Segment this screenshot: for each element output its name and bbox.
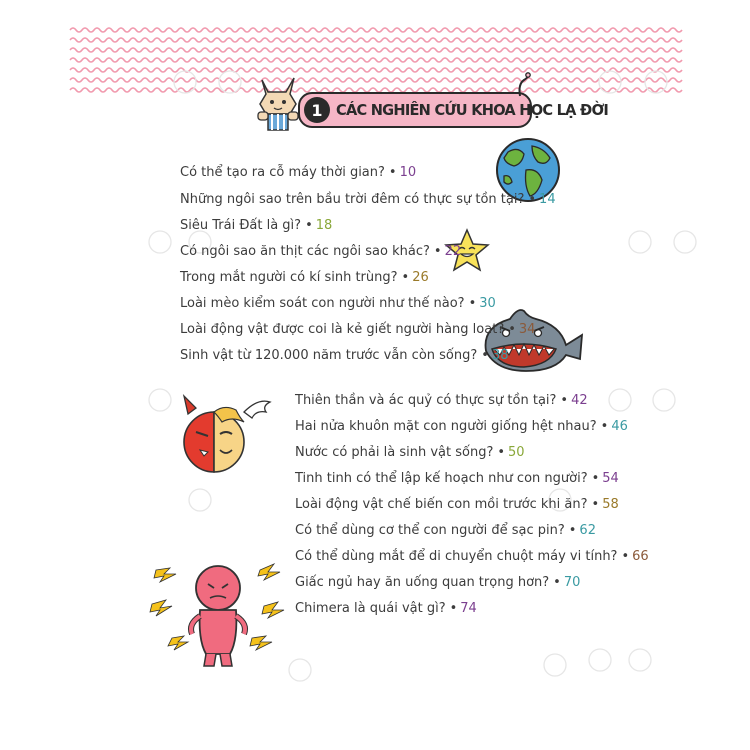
chapter-number-badge: 1	[304, 97, 330, 123]
toc-item	[180, 296, 496, 311]
toc-bullet: •	[305, 218, 313, 233]
toc-bullet: •	[497, 445, 506, 460]
toc-item-title: Thiên thần và ác quỷ có thực sự tồn tại?	[295, 393, 557, 408]
toc-item	[295, 575, 580, 590]
toc-item-title: Nước có phải là sinh vật sống?	[295, 445, 494, 460]
angel-devil-face-icon	[174, 392, 274, 476]
toc-page-number: 30	[479, 296, 496, 311]
chapter-banner	[298, 92, 609, 128]
toc-bullet: •	[508, 322, 516, 337]
toc-page-number: 74	[460, 601, 477, 616]
toc-page-number: 62	[579, 523, 596, 538]
toc-item-title: Có ngôi sao ăn thịt các ngôi sao khác?	[180, 244, 430, 259]
toc-item-title: Siêu Trái Đất là gì?	[180, 218, 302, 233]
toc-item	[295, 523, 596, 538]
toc-bullet: •	[433, 244, 442, 259]
toc-bullet: •	[553, 575, 561, 590]
ghost-face-icon	[645, 71, 667, 93]
wolf-mascot-icon	[252, 72, 304, 136]
pink-baby-icon	[148, 560, 288, 680]
toc-item-title: Loài động vật chế biến con mồi trước khi ăn?	[295, 497, 588, 512]
toc-item-title: Hai nửa khuôn mặt con người giống hệt nhau?	[295, 419, 597, 434]
ghost-face-icon	[544, 654, 566, 676]
toc-page-number: 70	[563, 575, 581, 590]
ghost-face-icon	[174, 71, 196, 93]
toc-bullet: •	[401, 270, 410, 285]
toc-bullet: •	[591, 471, 600, 486]
toc-bullet: •	[468, 296, 477, 311]
toc-page-number: 58	[602, 497, 619, 512]
ghost-face-icon	[629, 649, 651, 671]
toc-bullet: •	[591, 497, 600, 512]
toc-item	[295, 393, 588, 408]
toc-item	[180, 322, 535, 337]
toc-bullet: •	[481, 348, 489, 363]
ghost-face-icon	[653, 389, 675, 411]
toc-item-title: Chimera là quái vật gì?	[295, 601, 446, 616]
ghost-face-icon	[189, 489, 211, 511]
toc-item	[180, 270, 429, 285]
toc-item-title: Có thể dùng mắt để di chuyển chuột máy vi tính?	[295, 549, 618, 564]
toc-item	[295, 445, 525, 460]
toc-page-number: 42	[571, 393, 588, 408]
ghost-face-icon	[629, 231, 651, 253]
ghost-face-icon	[289, 659, 311, 681]
toc-item-title: Loài mèo kiểm soát con người như thế nào?	[180, 296, 465, 311]
toc-bullet: •	[528, 192, 537, 207]
ghost-face-icon	[589, 649, 611, 671]
toc-page-number: 38	[491, 348, 509, 363]
toc-bullet: •	[568, 523, 577, 538]
toc-item	[295, 497, 619, 512]
toc-item-title: Tinh tinh có thể lập kế hoạch như con người?	[295, 471, 588, 486]
toc-item	[180, 348, 508, 363]
toc-bullet: •	[388, 165, 397, 180]
toc-item	[295, 549, 649, 564]
toc-item	[295, 419, 628, 434]
toc-page-number: 50	[508, 445, 525, 460]
ghost-face-icon	[674, 231, 696, 253]
toc-item-title: Giấc ngủ hay ăn uống quan trọng hơn?	[295, 575, 550, 590]
toc-page-number: 14	[539, 192, 556, 207]
banner-tail-icon	[514, 72, 534, 98]
toc-item-title: Có thể tạo ra cỗ máy thời gian?	[180, 165, 385, 180]
toc-item	[295, 471, 619, 486]
toc-bullet: •	[560, 393, 569, 408]
toc-page-number: 66	[632, 549, 649, 564]
toc-page-number: 54	[602, 471, 619, 486]
ghost-face-icon	[219, 71, 241, 93]
toc-page-number: 34	[518, 322, 536, 337]
toc-item-title: Trong mắt người có kí sinh trùng?	[180, 270, 398, 285]
ghost-face-icon	[609, 389, 631, 411]
ghost-face-icon	[149, 231, 171, 253]
toc-bullet: •	[621, 549, 630, 564]
toc-page-number: 26	[412, 270, 429, 285]
toc-item	[180, 192, 556, 207]
toc-bullet: •	[449, 601, 458, 616]
toc-item	[180, 218, 332, 233]
chapter-title: CÁC NGHIÊN CỨU KHOA HỌC LẠ ĐỜI	[336, 101, 609, 119]
toc-item-title: Loài động vật được coi là kẻ giết người hàng loạt?	[180, 322, 505, 337]
toc-item-title: Sinh vật từ 120.000 năm trước vẫn còn sống?	[180, 348, 478, 363]
toc-page-number: 46	[611, 419, 628, 434]
toc-item	[180, 165, 416, 180]
ghost-face-icon	[149, 389, 171, 411]
toc-item-title: Những ngôi sao trên bầu trời đêm có thực sự tồn tại?	[180, 192, 525, 207]
toc-page-number: 18	[315, 218, 333, 233]
ghost-face-icon	[599, 71, 621, 93]
toc-item	[180, 244, 461, 259]
toc-bullet: •	[600, 419, 609, 434]
toc-item-title: Có thể dùng cơ thể con người để sạc pin?	[295, 523, 565, 538]
toc-page-number: 22	[444, 244, 462, 259]
toc-item	[295, 601, 477, 616]
toc-page-number: 10	[399, 165, 417, 180]
shark-icon	[476, 305, 586, 377]
